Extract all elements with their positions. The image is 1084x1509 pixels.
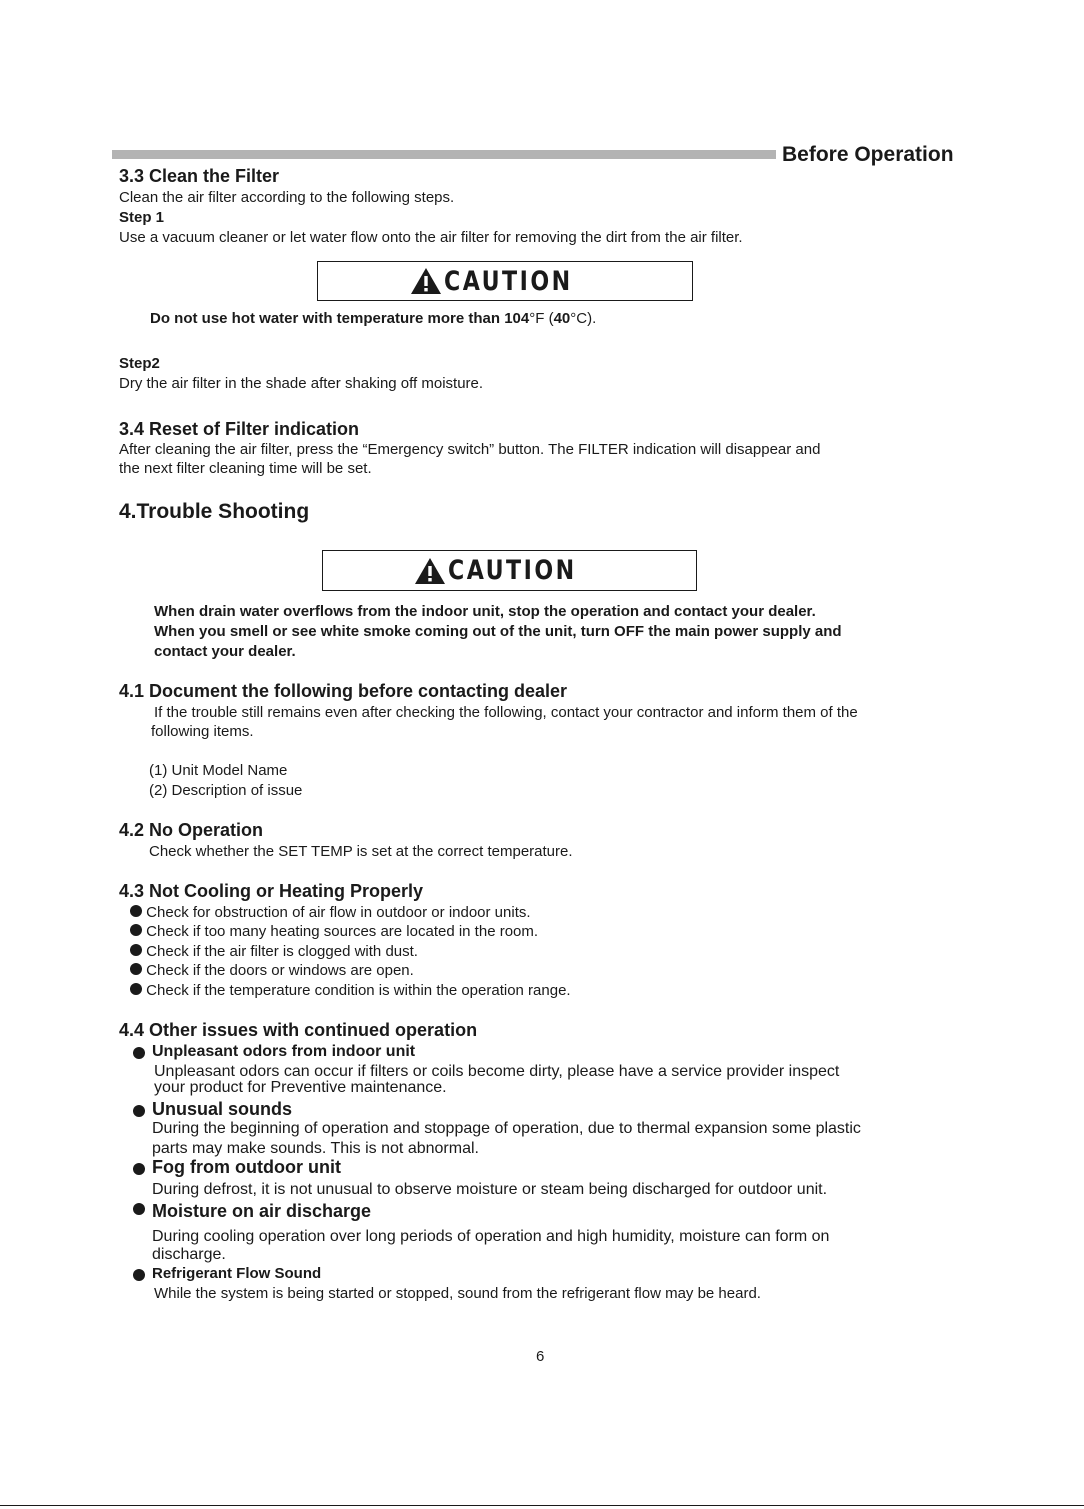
bottom-rule [0, 1505, 1084, 1506]
section-4-2-text: Check whether the SET TEMP is set at the correct temperature. [149, 843, 573, 860]
list-item: Check if too many heating sources are located in the room. [130, 923, 538, 940]
header-title: Before Operation [782, 143, 954, 166]
bullet-icon [130, 944, 142, 956]
section-4-4-title: 4.4 Other issues with continued operation [119, 1020, 478, 1040]
bullet-icon [133, 1046, 145, 1064]
bullet-icon [133, 1202, 145, 1220]
warning-triangle-icon [414, 557, 446, 585]
caution-line-2: When you smell or see white smoke coming out of the unit, turn OFF the main power supply and [154, 623, 842, 640]
section-4-1-line2: following items. [151, 723, 254, 740]
warning-triangle-icon [410, 267, 442, 295]
issue-title-fog: Fog from outdoor unit [152, 1157, 341, 1177]
section-3-4-line1: After cleaning the air filter, press the “Emergency switch” button. The FILTER indication will disappear and [119, 441, 821, 458]
issue-line: parts may make sounds. This is not abnormal. [152, 1140, 479, 1157]
section-4-1-line1: If the trouble still remains even after checking the following, contact your contractor and inform them of the [154, 704, 858, 721]
step1-label: Step 1 [119, 209, 165, 226]
list-item: (2) Description of issue [149, 782, 303, 799]
issue-line: your product for Preventive maintenance. [154, 1079, 447, 1096]
bullet-icon [130, 963, 142, 975]
list-item: Check if the air filter is clogged with dust. [130, 943, 418, 960]
issue-line: While the system is being started or stopped, sound from the refrigerant flow may be heard. [154, 1285, 761, 1302]
issue-title-refrigerant: Refrigerant Flow Sound [152, 1265, 322, 1282]
issue-title-odors: Unpleasant odors from indoor unit [152, 1043, 416, 1060]
caution-label-2: CAUTION [448, 555, 577, 586]
bullet-icon [133, 1162, 145, 1180]
list-item: Check if the doors or windows are open. [130, 962, 414, 979]
step2-text: Dry the air filter in the shade after shaking off moisture. [119, 375, 484, 392]
section-4-title: 4.Trouble Shooting [119, 500, 310, 523]
bullet-icon [130, 924, 142, 936]
section-3-4-title: 3.4 Reset of Filter indication [119, 419, 360, 439]
caution-box-1 [317, 261, 693, 301]
caution-note-1: Do not use hot water with temperature more than 104°F (40°C). [150, 310, 597, 327]
bullet-icon [130, 983, 142, 995]
caution-label-1: CAUTION [443, 265, 573, 297]
section-4-1-title: 4.1 Document the following before contacting dealer [119, 681, 568, 701]
bullet-icon [130, 905, 142, 917]
header-bar [112, 150, 776, 159]
caution-line-1: When drain water overflows from the indoor unit, stop the operation and contact your dealer. [154, 603, 816, 620]
issue-line: Unpleasant odors can occur if filters or coils become dirty, please have a service provider inspect [154, 1063, 840, 1080]
bullet-icon [133, 1104, 145, 1122]
issue-line: discharge. [152, 1246, 226, 1263]
step1-text: Use a vacuum cleaner or let water flow onto the air filter for removing the dirt from the air filter. [119, 229, 743, 246]
section-3-4-line2: the next filter cleaning time will be set. [119, 460, 372, 477]
section-3-3-title: 3.3 Clean the Filter [119, 166, 280, 186]
issue-title-sounds: Unusual sounds [152, 1099, 293, 1119]
caution-box-2 [322, 550, 697, 591]
list-item: Check for obstruction of air flow in outdoor or indoor units. [130, 904, 531, 921]
issue-line: During the beginning of operation and stoppage of operation, due to thermal expansion some plastic [152, 1120, 861, 1137]
section-4-2-title: 4.2 No Operation [119, 820, 264, 840]
section-4-3-title: 4.3 Not Cooling or Heating Properly [119, 881, 424, 901]
issue-title-moisture: Moisture on air discharge [152, 1201, 372, 1221]
list-item: Check if the temperature condition is within the operation range. [130, 982, 571, 999]
step2-label: Step2 [119, 355, 160, 372]
issue-line: During defrost, it is not unusual to observe moisture or steam being discharged for outdoor unit. [152, 1181, 828, 1198]
section-3-3-intro: Clean the air filter according to the following steps. [119, 189, 455, 206]
page-number: 6 [536, 1348, 545, 1365]
issue-line: During cooling operation over long periods of operation and high humidity, moisture can form on [152, 1228, 830, 1245]
bullet-icon [133, 1268, 145, 1286]
caution-line-3: contact your dealer. [154, 643, 296, 660]
list-item: (1) Unit Model Name [149, 762, 288, 779]
